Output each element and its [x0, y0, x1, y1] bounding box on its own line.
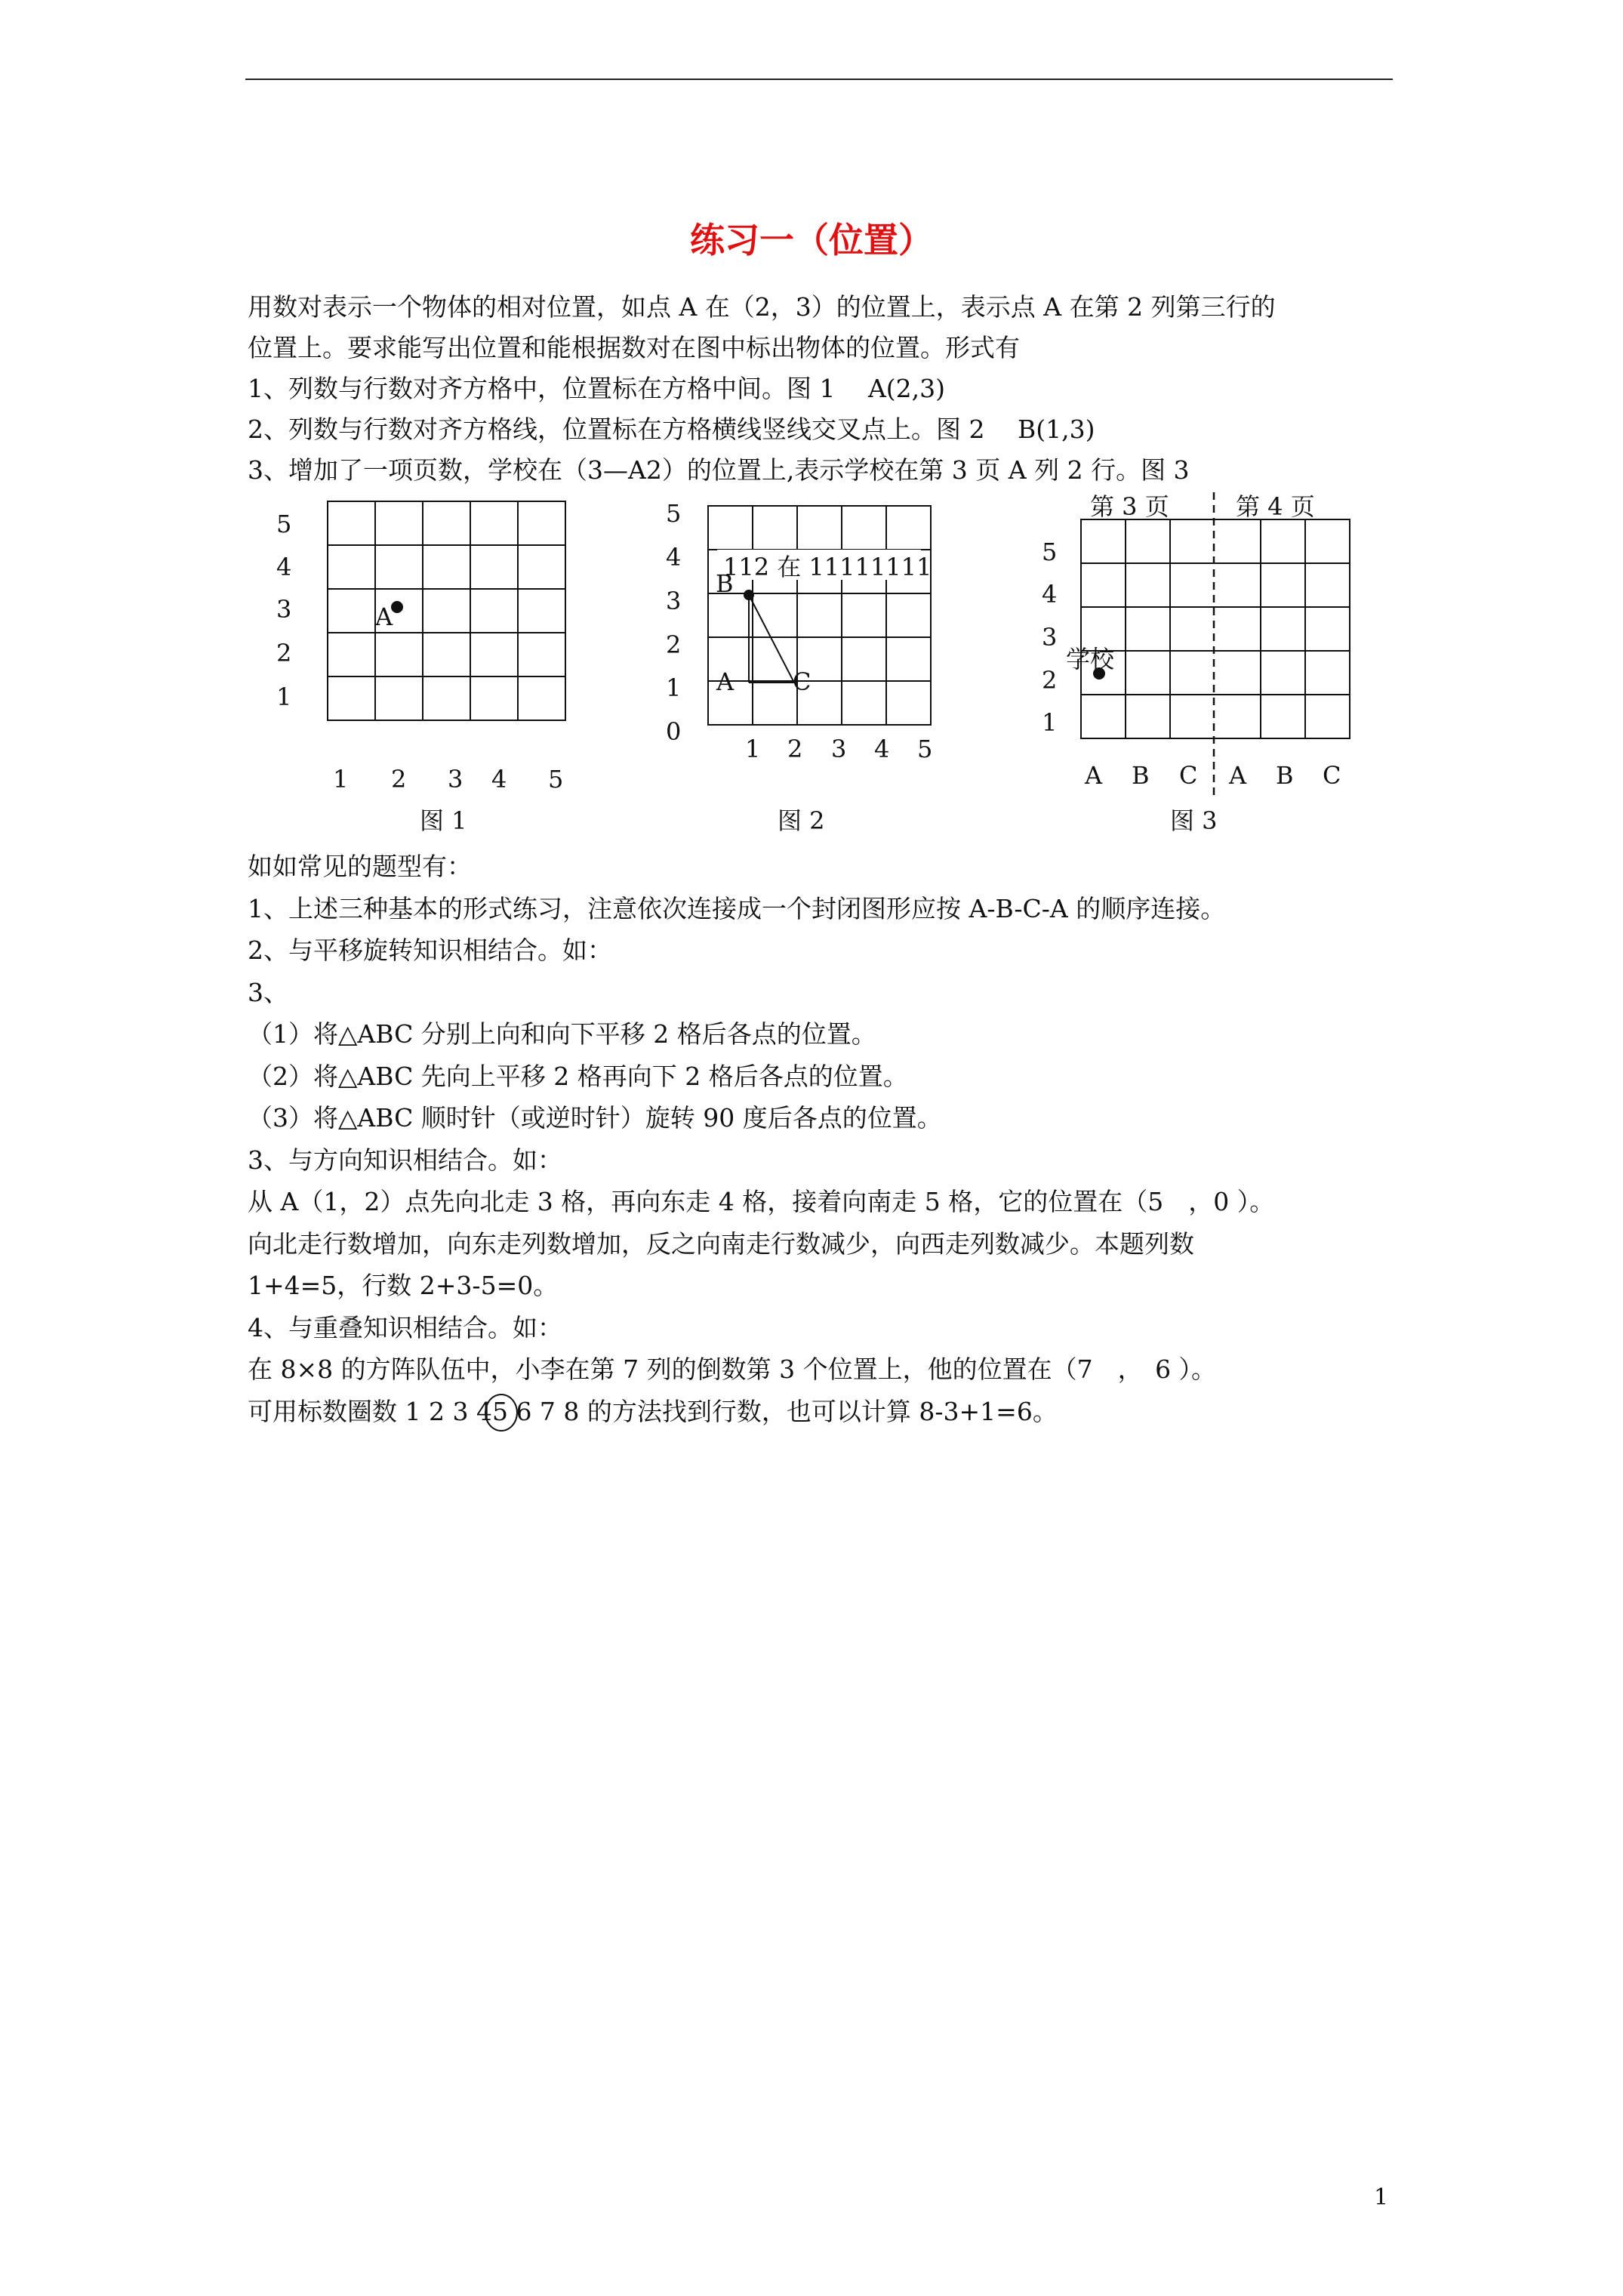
fig1-x-label: 5 — [548, 765, 564, 794]
fig2-caption: 图 2 — [778, 806, 825, 835]
fig2-point-b — [744, 590, 754, 600]
body-line-circled — [248, 1391, 1425, 1433]
fig2-grid — [708, 506, 931, 725]
fig3-y-label: 3 — [1042, 623, 1058, 652]
fig1-x-label: 2 — [391, 765, 407, 794]
fig2-label-b: B — [716, 569, 734, 598]
fig3-point-label: 学校 — [1066, 645, 1115, 673]
fig1-y-label: 1 — [276, 683, 292, 711]
body-line: 向北走行数增加，向东走列数增加，反之向南走行数减少，向西走列数减少。本题列数 — [248, 1228, 1194, 1259]
fig1-grid — [328, 501, 565, 720]
body-line: 如如常见的题型有： — [248, 852, 472, 881]
fig1-y-label: 2 — [276, 639, 292, 667]
fig3-x-label: A — [1229, 761, 1247, 790]
fig1-y-label: 3 — [276, 595, 292, 624]
body-line: 4、与重叠知识相结合。如： — [248, 1312, 562, 1342]
fig3-x-label: B — [1132, 761, 1150, 790]
fig2-y-label: 0 — [666, 717, 682, 746]
figure-1 — [276, 501, 565, 835]
figure-2 — [666, 499, 932, 835]
fig1-y-label: 5 — [276, 510, 292, 538]
fig3-y-label: 2 — [1042, 666, 1058, 695]
fig2-x-label: 5 — [917, 735, 933, 763]
fig2-x-label: 4 — [874, 735, 890, 763]
body-line: （2）将△ABC 先向上平移 2 格再向下 2 格后各点的位置。 — [248, 1061, 908, 1091]
figures — [0, 0, 1623, 853]
fig3-grid — [1081, 519, 1350, 738]
page-number: 1 — [1374, 2184, 1389, 2211]
fig2-overlay-text: 112 在 11111111 — [723, 553, 932, 581]
fig2-y-label: 5 — [666, 499, 682, 528]
fig1-y-label: 4 — [276, 553, 292, 581]
fig1-caption: 图 1 — [420, 806, 467, 835]
fig3-x-label: B — [1276, 761, 1294, 790]
fig2-y-label: 3 — [666, 587, 682, 615]
body-line: 2、与平移旋转知识相结合。如： — [248, 935, 612, 965]
fig3-x-label: A — [1085, 761, 1103, 790]
body-line: 从 A（1，2）点先向北走 3 格，再向东走 4 格，接着向南走 5 格，它的位置在（5 ，0 ）。 — [248, 1187, 1275, 1216]
fig3-caption: 图 3 — [1170, 806, 1218, 835]
fig2-y-label: 4 — [666, 543, 682, 572]
body-line: 1+4=5，行数 2+3-5=0。 — [248, 1271, 559, 1300]
fig1-point-label: A — [375, 603, 393, 631]
body-line: （1）将△ABC 分别上向和向下平移 2 格后各点的位置。 — [248, 1019, 876, 1049]
fig2-y-label: 1 — [666, 673, 682, 702]
fig3-x-label: C — [1179, 761, 1198, 790]
fig1-point — [391, 601, 403, 613]
figure-3 — [1042, 492, 1350, 835]
fig1-x-label: 4 — [491, 765, 507, 794]
intro-line: 位置上。要求能写出位置和能根据数对在图中标出物体的位置。形式有 — [248, 333, 1020, 362]
body-line: 3、 — [248, 977, 288, 1007]
fig1-x-label: 3 — [448, 765, 463, 794]
intro-line: 用数对表示一个物体的相对位置，如点 A 在（2，3）的位置上，表示点 A 在第 2 列第三行的 — [248, 292, 1276, 322]
fig3-page4-label: 第 4 页 — [1236, 492, 1315, 521]
body-line-post: 6 7 8 的方法找到行数，也可以计算 8-3+1=6。 — [507, 1396, 1058, 1426]
fig2-x-label: 3 — [831, 735, 847, 763]
body-line: 在 8×8 的方阵队伍中，小李在第 7 列的倒数第 3 个位置上，他的位置在（7 ， 6 ）。 — [248, 1354, 1217, 1384]
body-text — [248, 846, 1425, 1432]
intro-line: 2、列数与行数对齐方格线，位置标在方格横线竖线交叉点上。图 2 B(1,3) — [248, 415, 1095, 444]
intro-line: 3、增加了一项页数，学校在（3—A2）的位置上,表示学校在第 3 页 A 列 2 行。图 3 — [248, 455, 1190, 485]
body-line: （3）将△ABC 顺时针（或逆时针）旋转 90 度后各点的位置。 — [248, 1103, 942, 1133]
page-title: 练习一（位置） — [690, 220, 933, 260]
fig3-x-label: C — [1323, 761, 1341, 790]
fig2-triangle — [749, 595, 794, 683]
fig2-x-label: 2 — [787, 735, 803, 763]
circled-number: 5 — [492, 1391, 508, 1433]
fig3-y-label: 5 — [1042, 538, 1058, 566]
fig3-y-label: 1 — [1042, 708, 1058, 737]
intro-line: 1、列数与行数对齐方格中，位置标在方格中间。图 1 A(2,3) — [248, 374, 946, 403]
fig1-x-label: 1 — [333, 765, 349, 794]
fig2-label-c: C — [793, 667, 812, 696]
body-line: 1、上述三种基本的形式练习，注意依次连接成一个封闭图形应按 A-B-C-A 的顺序连接。 — [248, 893, 1226, 923]
fig3-page3-label: 第 3 页 — [1090, 492, 1169, 521]
body-line-pre: 可用标数圈数 1 2 3 4 — [248, 1396, 492, 1426]
fig2-label-a: A — [716, 667, 735, 696]
fig3-y-label: 4 — [1042, 580, 1058, 609]
fig2-y-label: 2 — [666, 630, 682, 659]
body-line: 3、与方向知识相结合。如： — [248, 1145, 562, 1175]
fig2-x-label: 1 — [745, 735, 761, 763]
